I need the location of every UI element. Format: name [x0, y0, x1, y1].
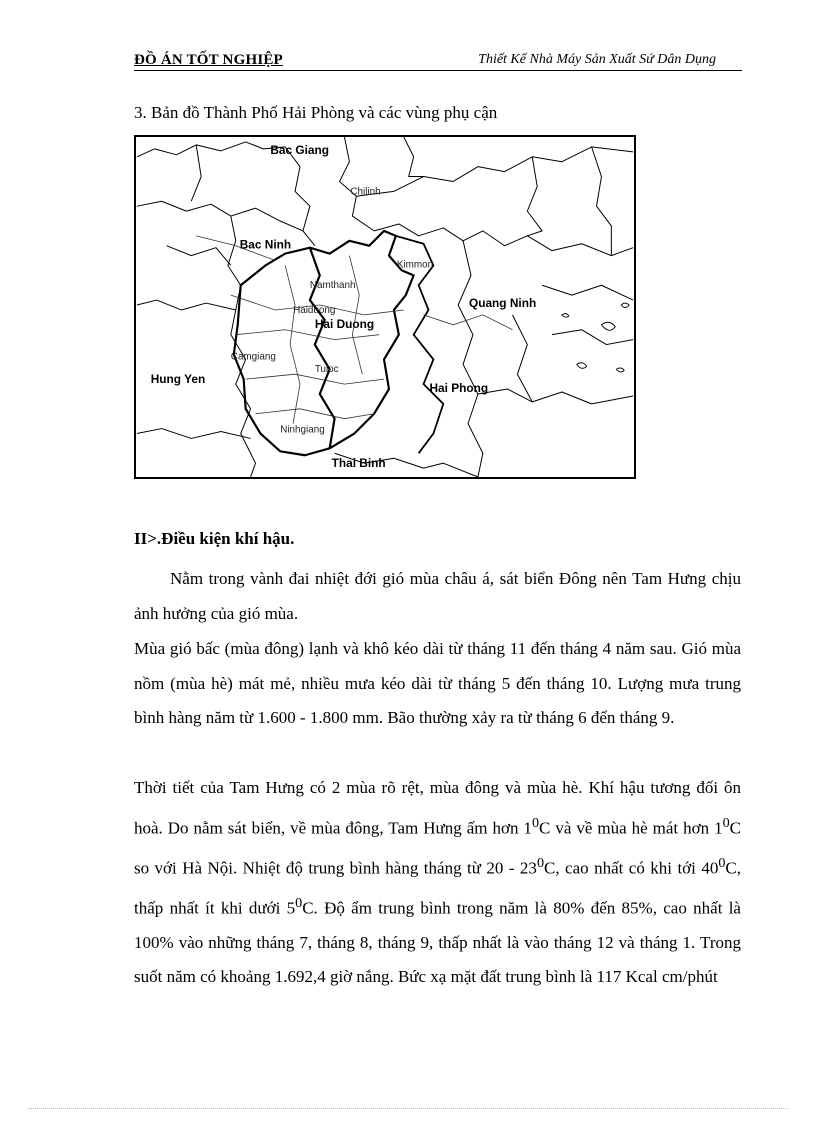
section-title: II>.Điều kiện khí hậu.	[134, 529, 295, 548]
climate-text-2: C và về mùa hè mát hơn 1	[539, 818, 723, 838]
climate-text-6: C. Độ ẩm trung bình trong năm là 80% đến 85%, cao nhất là 100% vào những tháng 7, tháng 8, tháng 9, thấp nhất là vào tháng 12 và tháng 1. Trong suốt năm có khoảng 1.692,4 giờ nắng. Bức xạ mặt đất trung bình là 117 Kcal cm/phút	[134, 898, 741, 987]
page-footer-divider	[28, 1108, 788, 1109]
degree-sup: 0	[531, 814, 540, 831]
label-bac-giang: Bac Giang	[270, 142, 330, 157]
header-project-title: Thiết Kế Nhà Máy Sản Xuất Sứ Dân Dụng	[478, 52, 716, 67]
label-kimmon: Kimmon	[396, 259, 434, 271]
degree-sup: 0	[718, 854, 726, 871]
label-ninhgiang: Ninhgiang	[280, 424, 325, 436]
haiduong-boundary	[234, 231, 414, 455]
label-hai-duong: Hai Duong	[314, 316, 375, 331]
figure-caption: 3. Bản đồ Thành Phố Hải Phòng và các vùng phụ cận	[134, 103, 498, 122]
paragraph-climate	[134, 771, 741, 995]
degree-sup: 0	[536, 854, 545, 871]
climate-text-4: C, cao nhất có khi tới 40	[544, 858, 719, 878]
degree-sup: 0	[295, 894, 303, 911]
label-namthanh: Namthanh	[309, 280, 356, 292]
climate-text-1: Thời tiết của Tam Hưng có 2 mùa rõ rệt, mùa đông và mùa hè. Khí hậu tương đối ôn hoà. Do nằm sát biển, về mùa đông, Tam Hưng ấm hơn 1	[134, 778, 741, 838]
label-hai-phong: Hai Phong	[429, 381, 489, 395]
label-quang-ninh: Quang Ninh	[469, 296, 537, 310]
degree-sup: 0	[722, 814, 730, 831]
paragraph-monsoon: Nằm trong vành đai nhiệt đới gió mùa châu á, sát biển Đông nên Tam Hưng chịu ảnh hưởng của gió mùa.	[134, 569, 741, 623]
label-chilinh: Chilinh	[350, 186, 381, 198]
climate-text-5: C, thấp nhất ít khi dưới 5	[134, 858, 741, 918]
paragraph-seasons: Mùa gió bấc (mùa đông) lạnh và khô kéo dài từ tháng 11 đến tháng 4 năm sau. Gió mùa nồm (mùa hè) mát mẻ, nhiều mưa kéo dài từ tháng 5 đến tháng 10. Lượng mưa trung bình hàng năm từ 1.600 - 1.800 mm. Bão thường xảy ra từ tháng 6 đến tháng 9.	[134, 639, 741, 727]
climate-text-3: C so với Hà Nội. Nhiệt độ trung bình hàng tháng từ 20 - 23	[134, 818, 741, 878]
province-boundaries	[137, 137, 633, 477]
label-hung-yen: Hung Yen	[150, 372, 206, 387]
label-haiduong-small: Haiduong	[293, 304, 336, 316]
header-thesis-title: ĐỒ ÁN TỐT NGHIỆP	[134, 52, 283, 68]
page-header	[134, 50, 742, 71]
label-bac-ninh: Bac Ninh	[239, 237, 292, 252]
label-camgiang: Camgiang	[230, 351, 276, 363]
map-canvas	[136, 137, 634, 477]
label-tuloc: Tuloc	[314, 364, 339, 376]
label-thai-binh: Thai Binh	[331, 456, 386, 471]
regional-map	[134, 135, 636, 479]
